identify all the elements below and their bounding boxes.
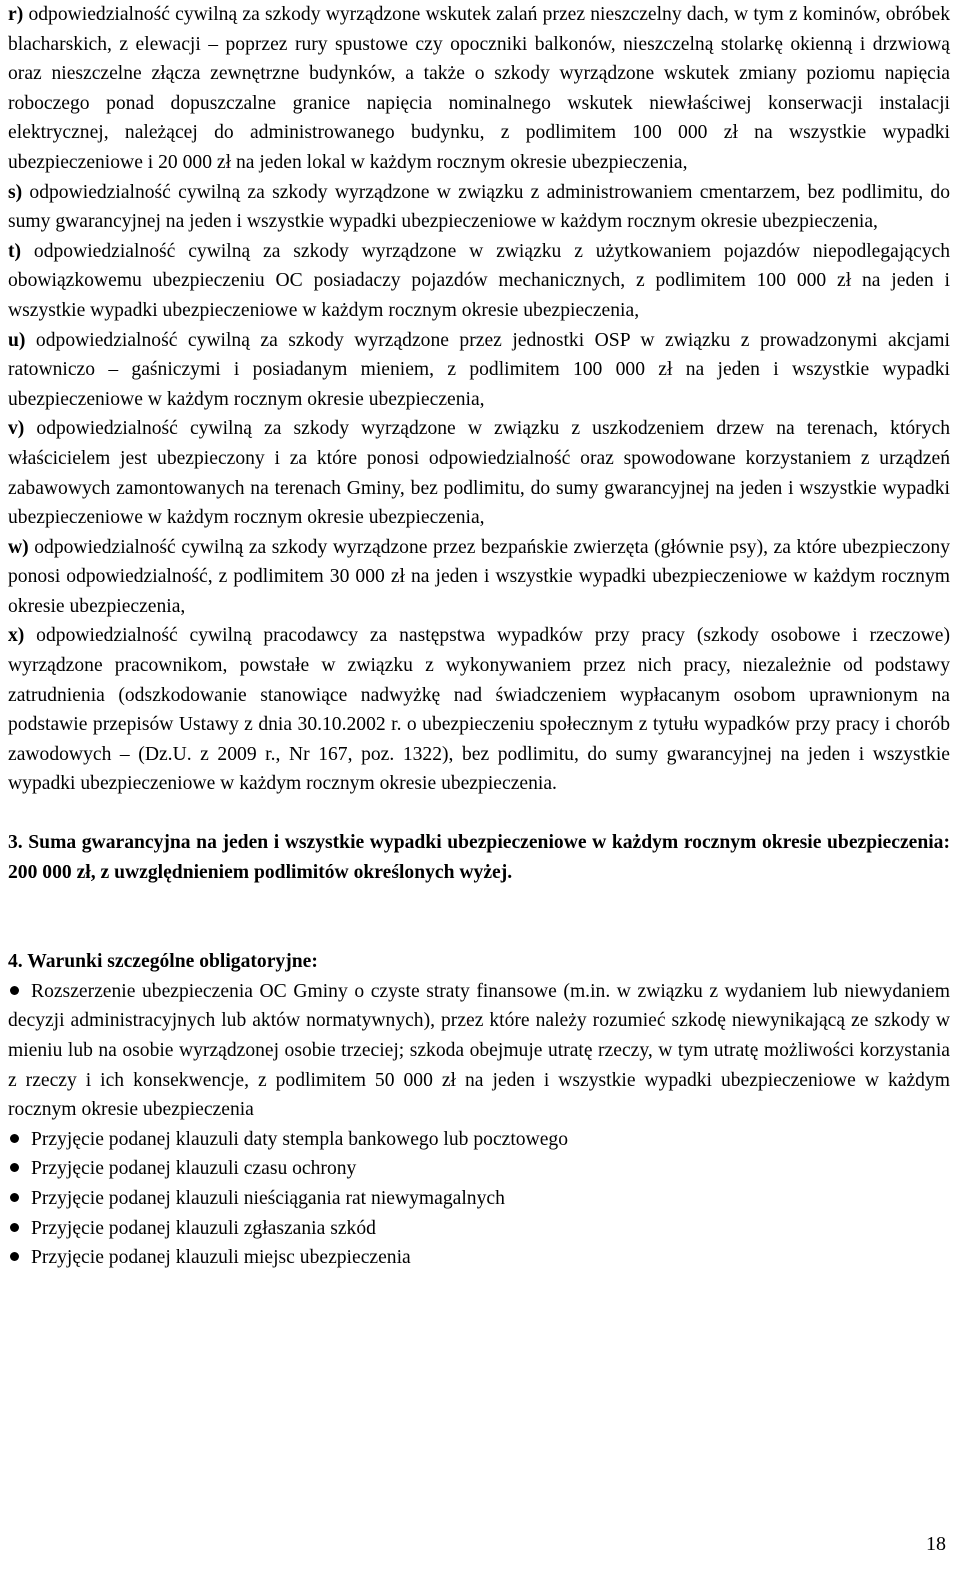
list-item [8,1184,950,1214]
bullet-icon [10,1163,19,1172]
document-content [8,0,950,1273]
item-letter: v) [8,418,25,440]
list-item-r [8,0,950,178]
item-letter: x) [8,625,25,647]
bullet-icon [10,1252,19,1261]
bullet-text: Przyjęcie podanej klauzuli miejsc ubezpieczenia [31,1247,411,1269]
list-item-u [8,326,950,415]
bullet-text: Przyjęcie podanej klauzuli nieściągania rat niewymagalnych [31,1187,505,1209]
item-letter: w) [8,536,29,558]
item-letter: s) [8,181,23,203]
bullet-text: Przyjęcie podanej klauzuli daty stempla bankowego lub pocztowego [31,1128,569,1150]
item-text: odpowiedzialność cywilną za szkody wyrządzone w związku z użytkowaniem pojazdów niepodlegających obowiązkowemu ubezpieczeniu OC posiadaczy pojazdów mechanicznych, z podlimitem 100 000 zł na jeden i wszystkie wypadki ubezpieczeniowe w każdym rocznym okresie ubezpieczenia, [8,240,950,321]
section-4-title: Warunki szczególne obligatoryjne: [27,951,318,973]
item-text: odpowiedzialność cywilną za szkody wyrządzone przez jednostki OSP w związku z prowadzonymi akcjami ratowniczo – gaśniczymi i posiadanym mieniem, z podlimitem 100 000 zł na jeden i wszystkie wypadki ubezpieczeniowe w każdym rocznym okresie ubezpieczenia, [8,329,950,410]
list-item-x [8,621,950,799]
list-item-t [8,237,950,326]
item-letter: t) [8,240,22,262]
section-3-guarantee-sum: 3. Suma gwarancyjna na jeden i wszystkie wypadki ubezpieczeniowe w każdym rocznym okresie ubezpieczenia: 200 000 zł, z uwzględnieniem podlimitów określonych wyżej. [8,832,950,883]
bullet-text: Przyjęcie podanej klauzuli czasu ochrony [31,1158,357,1180]
bullet-text: Rozszerzenie ubezpieczenia OC Gminy o czyste straty finansowe (m.in. w związku z wydaniem lub niewydaniem decyzji administracyjnych lub aktów normatywnych), przez które należy rozumieć szkodę niewynikającą ze szkody w mieniu lub na osobie wyrządzonej osobie trzeciej; szkoda obejmuje utratę rzeczy, w tym utratę możliwości korzystania z rzeczy i ich konsekwencje, z podlimitem 50 000 zł na jeden i wszystkie wypadki ubezpieczeniowe w każdym rocznym okresie ubezpieczenia [8,980,950,1121]
item-letter: u) [8,329,26,351]
list-item [8,977,950,1125]
conditions-list [8,977,950,1273]
page-number: 18 [926,1533,946,1555]
list-item-s [8,178,950,237]
item-text: odpowiedzialność cywilną za szkody wyrządzone w związku z administrowaniem cmentarzem, bez podlimitu, do sumy gwarancyjnej na jeden i wszystkie wypadki ubezpieczeniowe w każdym rocznym okresie ubezpieczenia, [8,181,950,233]
bullet-icon [10,1193,19,1202]
item-text: odpowiedzialność cywilną za szkody wyrządzone wskutek zalań przez nieszczelny dach, w tym z kominów, obróbek blacharskich, z elewacji – poprzez rury spustowe czy opoczniki balkonów, nieszczelną stolarkę okienną i drzwiową oraz nieszczelne złącza zewnętrzne budynków, a także o szkody wyrządzone wskutek zmiany poziomu napięcia roboczego ponad dopuszczalne granice napięcia nominalnego wskutek niewłaściwej konserwacji instalacji elektrycznej, należącej do administrowanego budynku, z podlimitem 100 000 zł na wszystkie wypadki ubezpieczeniowe i 20 000 zł na jeden lokal w każdym rocznym okresie ubezpieczenia, [8,4,950,173]
item-text: odpowiedzialność cywilną za szkody wyrządzone w związku z uszkodzeniem drzew na terenach, których właścicielem jest ubezpieczony i za które ponosi odpowiedzialność oraz spowodowane korzystaniem z urządzeń zabawowych zamontowanych na terenach Gminy, bez podlimitu, do sumy gwarancyjnej na jeden i wszystkie wypadki ubezpieczeniowe w każdym rocznym okresie ubezpieczenia, [8,418,950,529]
section-4-number: 4. [8,951,23,973]
list-item [8,1125,950,1155]
bullet-icon [10,986,19,995]
bullet-icon [10,1223,19,1232]
list-item [8,1154,950,1184]
list-item [8,1214,950,1244]
bullet-icon [10,1134,19,1143]
item-text: odpowiedzialność cywilną za szkody wyrządzone przez bezpańskie zwierzęta (głównie psy), za które ubezpieczony ponosi odpowiedzialność, z podlimitem 30 000 zł na jeden i wszystkie wypadki ubezpieczeniowe w każdym rocznym okresie ubezpieczenia, [8,536,950,617]
list-item-w [8,533,950,622]
bullet-text: Przyjęcie podanej klauzuli zgłaszania szkód [31,1217,376,1239]
item-text: odpowiedzialność cywilną pracodawcy za następstwa wypadków przy pracy (szkody osobowe i rzeczowe) wyrządzone pracownikom, powstałe w związku z wykonywaniem przez nich pracy, niezależnie od podstawy zatrudnienia (odszkodowanie stanowiące nadwyżkę nad świadczeniem wypłacanym osobom uprawnionym na podstawie przepisów Ustawy z dnia 30.10.2002 r. o ubezpieczeniu społecznym z tytułu wypadków przy pracy i chorób zawodowych – (Dz.U. z 2009 r., Nr 167, poz. 1322), bez podlimitu, do sumy gwarancyjnej na jeden i wszystkie wypadki ubezpieczeniowe w każdym rocznym okresie ubezpieczenia. [8,625,950,795]
section-4-heading [8,947,950,977]
item-letter: r) [8,4,24,25]
list-item [8,1243,950,1273]
list-item-v [8,414,950,532]
